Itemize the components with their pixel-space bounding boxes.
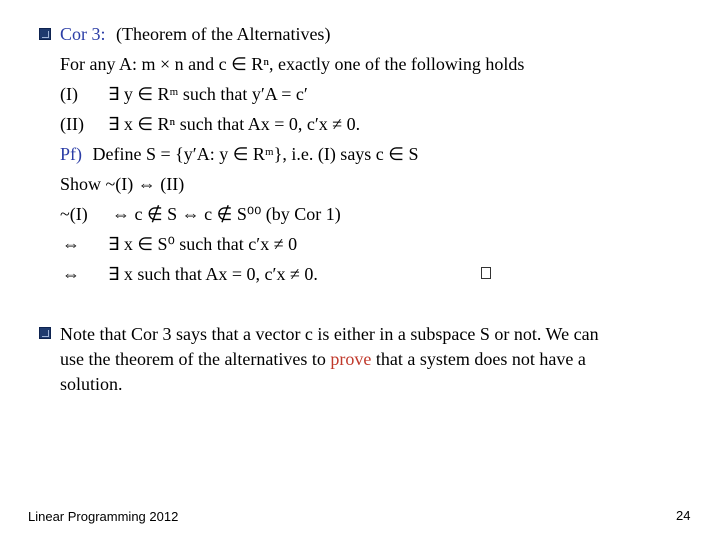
step-3-arrow: ⇔ <box>62 264 80 284</box>
note-highlight-prove: prove <box>330 349 372 369</box>
cor-title: (Theorem of the Alternatives) <box>116 24 331 44</box>
show-line: Show ~(I) ⇔ (II) <box>60 174 185 194</box>
note-line-2-pre: use the theorem of the alternatives to <box>60 349 331 369</box>
case-I-text: ∃ y ∈ Rᵐ such that y′A = c′ <box>108 84 308 104</box>
note-line-2 <box>60 348 586 370</box>
cor-heading <box>60 23 330 45</box>
step-1-rest: ⇔ c ∉ S ⇔ c ∉ S⁰⁰ (by Cor 1) <box>112 204 341 224</box>
qed-box-icon <box>481 267 491 279</box>
proof-label: Pf) <box>60 144 82 164</box>
note-line-1: Note that Cor 3 says that a vector c is either in a subspace S or not. We can <box>60 324 599 344</box>
cor-label: Cor 3: <box>60 24 106 44</box>
bullet-icon <box>39 28 51 40</box>
footer-course-title: Linear Programming 2012 <box>28 509 179 524</box>
case-I-label: (I) <box>60 84 78 104</box>
theorem-statement: For any A: m × n and c ∈ Rⁿ, exactly one of the following holds <box>60 54 525 74</box>
step-1-left: ~(I) <box>60 204 88 224</box>
page-number: 24 <box>676 508 691 523</box>
step-2-arrow: ⇔ <box>62 234 80 254</box>
case-II <box>60 113 84 135</box>
case-II-text: ∃ x ∈ Rⁿ such that Ax = 0, c′x ≠ 0. <box>108 114 361 134</box>
bullet-icon <box>39 327 51 339</box>
note-line-2-post: that a system does not have a <box>371 349 586 369</box>
proof-text: Define S = {y′A: y ∈ Rᵐ}, i.e. (I) says c ∈ S <box>92 144 419 164</box>
case-I <box>60 83 78 105</box>
step-3-text: ∃ x such that Ax = 0, c′x ≠ 0. <box>108 264 318 284</box>
note-line-3: solution. <box>60 374 123 394</box>
step-2-text: ∃ x ∈ S⁰ such that c′x ≠ 0 <box>108 234 298 254</box>
proof-line <box>60 143 419 165</box>
case-II-label: (II) <box>60 114 84 134</box>
